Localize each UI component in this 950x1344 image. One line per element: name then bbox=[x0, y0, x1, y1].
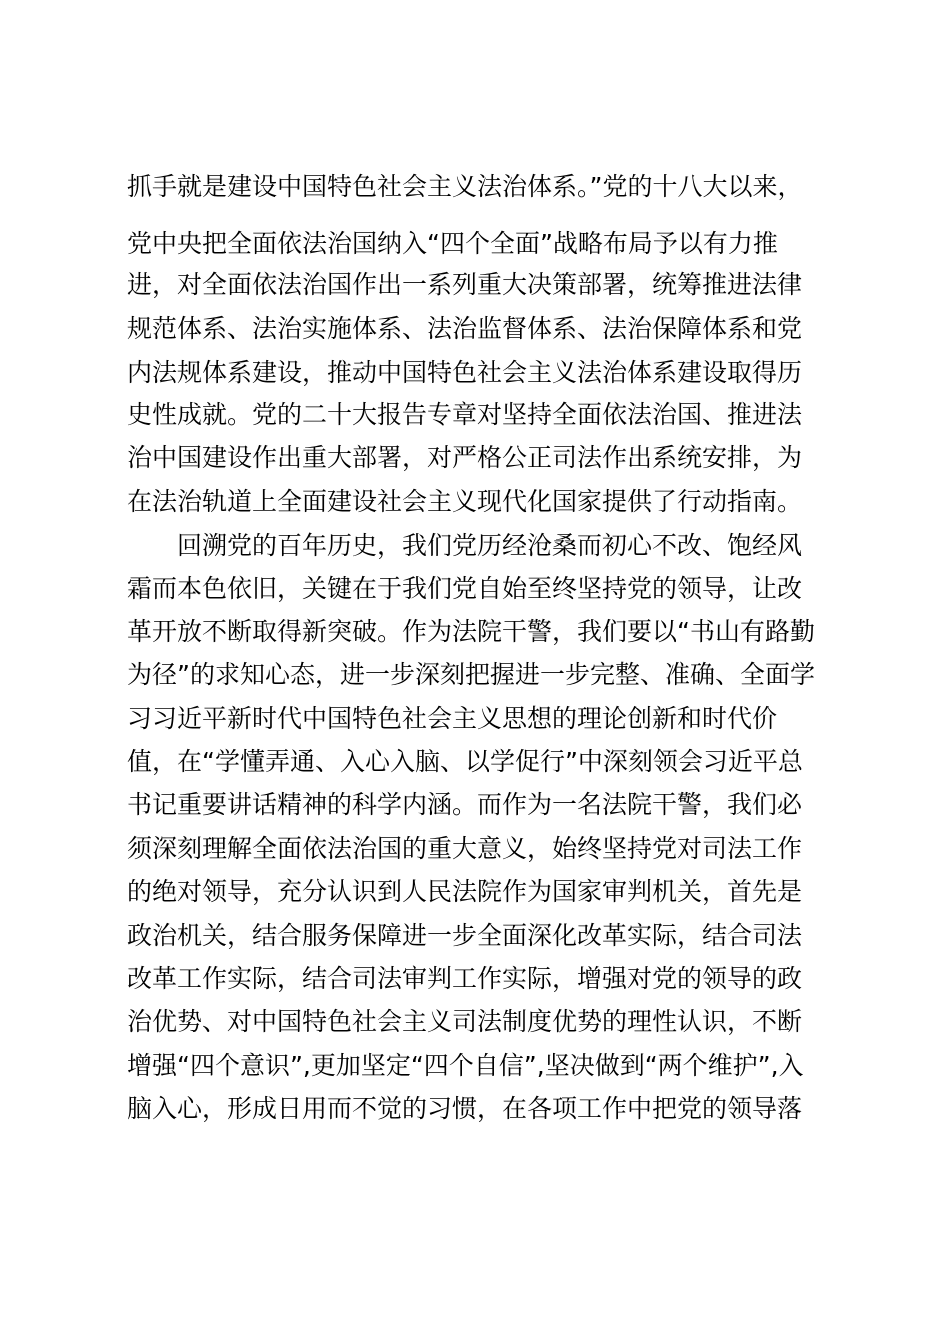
text-line: 霜而本色依旧，关键在于我们党自始至终坚持党的领导，让改 bbox=[127, 574, 803, 603]
text-line: 书记重要讲话精神的科学内涵。而作为一名法院干警，我们必 bbox=[127, 790, 803, 819]
text-line: 史性成就。党的二十大报告专章对坚持全面依法治国、推进法 bbox=[127, 400, 803, 429]
text-line: 为径”的求知心态，进一步深刻把握进一步完整、准确、全面学 bbox=[127, 660, 815, 689]
text-line: 增强“四个意识”,更加坚定“四个自信”,坚决做到“两个维护”,入 bbox=[127, 1051, 804, 1080]
text-line: 脑入心，形成日用而不觉的习惯，在各项工作中把党的领导落 bbox=[127, 1094, 803, 1123]
text-line: 抓手就是建设中国特色社会主义法治体系。”党的十八大以来， bbox=[127, 172, 803, 201]
text-line: 革开放不断取得新突破。作为法院干警，我们要以“书山有路勤 bbox=[127, 617, 815, 646]
text-line: 的绝对领导，充分认识到人民法院作为国家审判机关，首先是 bbox=[127, 877, 803, 906]
text-line: 党中央把全面依法治国纳入“四个全面”战略布局予以有力推 bbox=[127, 229, 778, 258]
text-line: 在法治轨道上全面建设社会主义现代化国家提供了行动指南。 bbox=[127, 487, 803, 516]
text-line: 规范体系、法治实施体系、法治监督体系、法治保障体系和党 bbox=[127, 314, 803, 343]
text-line: 政治机关，结合服务保障进一步全面深化改革实际，结合司法 bbox=[127, 921, 803, 950]
text-line: 习习近平新时代中国特色社会主义思想的理论创新和时代价 bbox=[127, 704, 778, 733]
text-line: 进，对全面依法治国作出一系列重大决策部署，统筹推进法律 bbox=[127, 270, 803, 299]
text-line: 内法规体系建设，推动中国特色社会主义法治体系建设取得历 bbox=[127, 358, 803, 387]
text-line: 改革工作实际，结合司法审判工作实际，增强对党的领导的政 bbox=[127, 964, 803, 993]
text-line: 治中国建设作出重大部署，对严格公正司法作出系统安排，为 bbox=[127, 443, 803, 472]
text-line: 值，在“学懂弄通、入心入脑、以学促行”中深刻领会习近平总 bbox=[127, 747, 803, 776]
text-line: 治优势、对中国特色社会主义司法制度优势的理性认识，不断 bbox=[127, 1007, 803, 1036]
paragraph-first-line: 回溯党的百年历史，我们党历经沧桑而初心不改、饱经风 bbox=[177, 531, 803, 560]
text-line: 须深刻理解全面依法治国的重大意义，始终坚持党对司法工作 bbox=[127, 834, 803, 863]
